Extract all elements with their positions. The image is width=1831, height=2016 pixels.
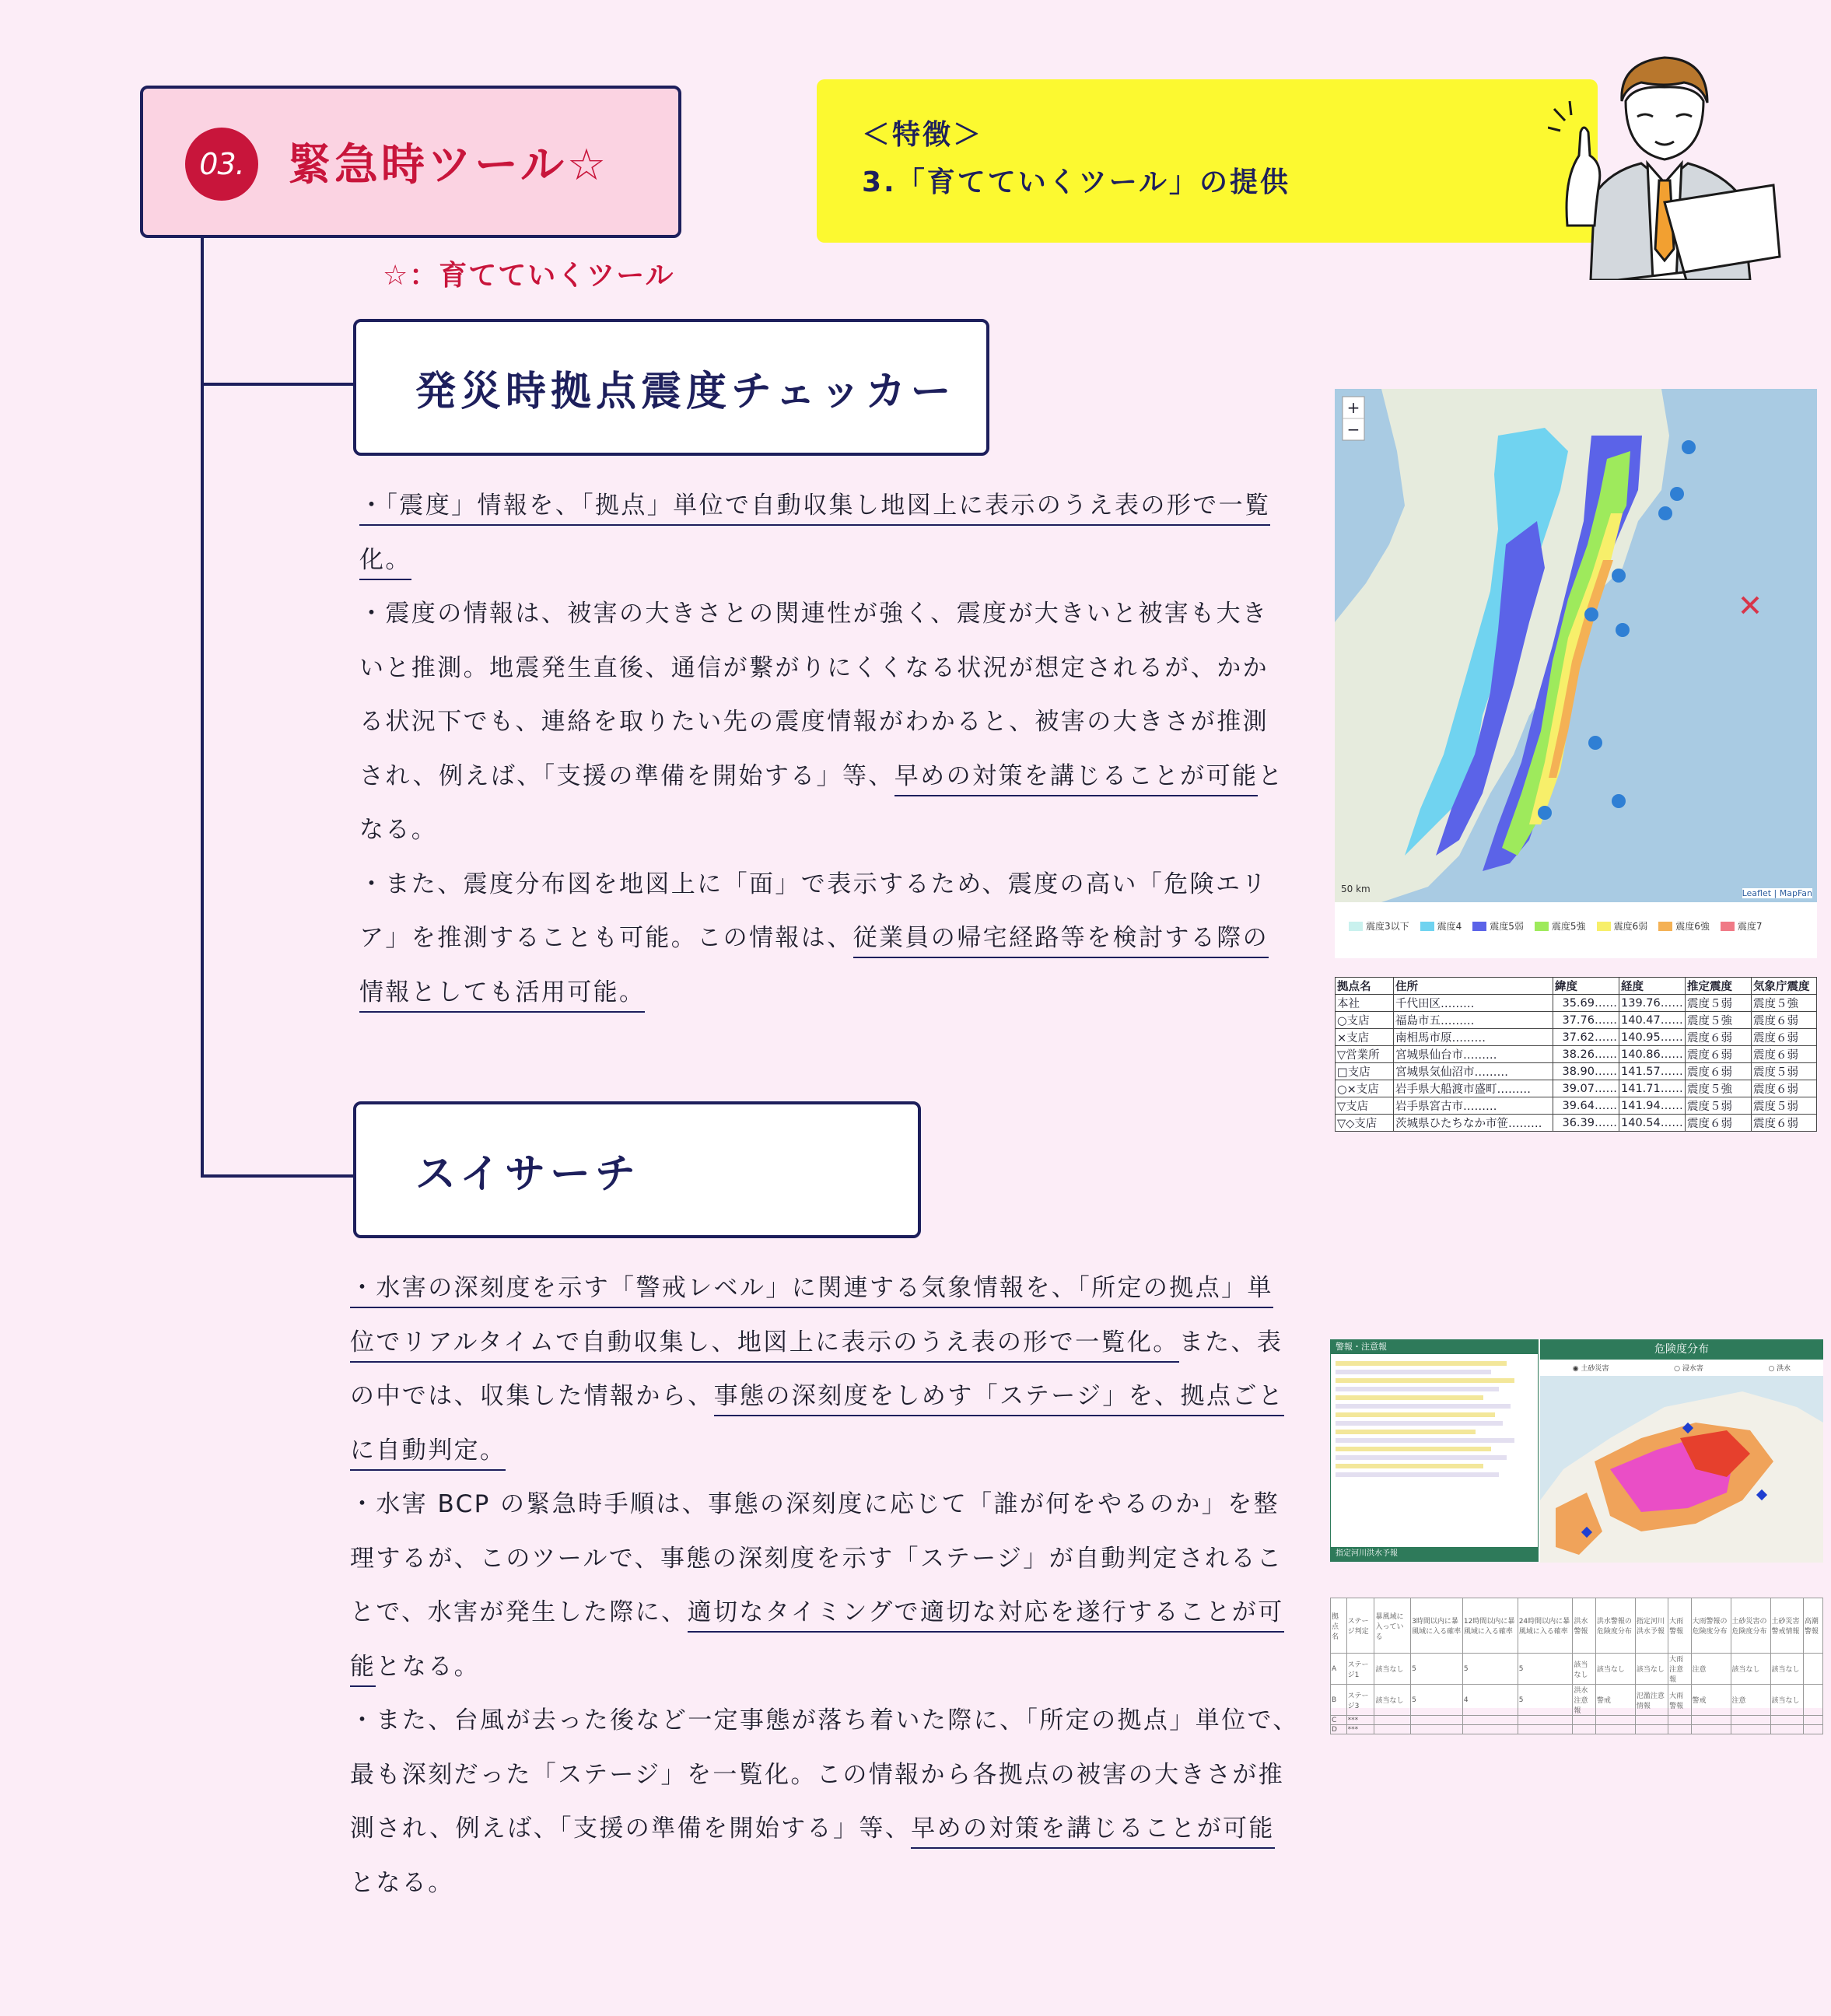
table-cell: 141.71…… — [1619, 1080, 1686, 1097]
feature-heading: ＜特徴＞ — [862, 119, 984, 151]
tree-line-branch-1 — [201, 383, 355, 386]
column-header: 12時間以内に暴風域に入る確率 — [1462, 1598, 1518, 1654]
table-cell: 該当なし — [1731, 1654, 1770, 1685]
table-cell: 岩手県大船渡市盛町……… — [1394, 1080, 1553, 1097]
businessman-with-laptop-illustration — [1548, 47, 1781, 280]
table-cell: *** — [1346, 1716, 1374, 1725]
column-header: 3時間以内に暴風域に入る確率 — [1411, 1598, 1463, 1654]
legend-item: 震度5強 — [1535, 919, 1586, 933]
column-header: 推定震度 — [1686, 978, 1752, 995]
star-note: ☆：育てていくツール — [383, 260, 675, 292]
table-cell: 震度６弱 — [1686, 1115, 1752, 1132]
page-title: 緊急時ツール☆ — [288, 140, 610, 191]
table-row — [1331, 1654, 1823, 1685]
table-cell: 5 — [1462, 1654, 1518, 1685]
table-cell: 141.57…… — [1619, 1063, 1686, 1080]
table-cell: ×支店 — [1336, 1029, 1394, 1046]
section-title-box-1: 発災時拠点震度チェッカー — [353, 319, 989, 456]
table-cell: ○×支店 — [1336, 1080, 1394, 1097]
table-cell: 南相馬市原……… — [1394, 1029, 1553, 1046]
flood-risk-map — [1540, 1376, 1823, 1563]
table-row — [1336, 1063, 1817, 1080]
table-cell: 震度５弱 — [1686, 995, 1752, 1012]
table-cell: 洪水注意報 — [1573, 1685, 1595, 1716]
table-cell: 該当なし — [1770, 1654, 1803, 1685]
column-header: 住所 — [1394, 978, 1553, 995]
table-header-row — [1336, 978, 1817, 995]
table-cell: 震度５弱 — [1686, 1097, 1752, 1115]
option-landslide-radio[interactable]: ◉ 土砂災害 — [1572, 1365, 1609, 1373]
column-header: 指定河川洪水予報 — [1635, 1598, 1668, 1654]
table-cell: 該当なし — [1374, 1654, 1411, 1685]
table-cell: 140.54…… — [1619, 1115, 1686, 1132]
table-cell: ステージ1 — [1346, 1654, 1374, 1685]
table-cell: 39.07…… — [1553, 1080, 1619, 1097]
table-cell: 千代田区……… — [1394, 995, 1553, 1012]
table-cell: 震度６弱 — [1686, 1063, 1752, 1080]
table-cell: 140.47…… — [1619, 1012, 1686, 1029]
table-header-row — [1331, 1598, 1823, 1654]
table-cell: 該当なし — [1770, 1685, 1803, 1716]
table-cell: 4 — [1462, 1685, 1518, 1716]
table-cell: C — [1331, 1716, 1347, 1725]
legend-item: 震度6強 — [1658, 919, 1710, 933]
table-cell: 福島市五……… — [1394, 1012, 1553, 1029]
table-cell: ステージ3 — [1346, 1685, 1374, 1716]
table-cell: 警戒 — [1691, 1685, 1731, 1716]
feature-text: 3.「育てていくツール」の提供 — [862, 166, 1291, 198]
table-cell: 35.69…… — [1553, 995, 1619, 1012]
table-cell: D — [1331, 1725, 1347, 1734]
table-cell: 震度５強 — [1686, 1012, 1752, 1029]
legend-item: 震度7 — [1721, 919, 1763, 933]
table-cell: 震度５強 — [1752, 995, 1817, 1012]
risk-panel-title: 危険度分布 — [1540, 1339, 1823, 1360]
column-header: 大雨警報 — [1668, 1598, 1691, 1654]
table-cell: A — [1331, 1654, 1347, 1685]
table-cell: 大雨警報 — [1668, 1685, 1691, 1716]
table-cell: 5 — [1518, 1654, 1573, 1685]
map-attribution-link[interactable]: Leaflet | MapFan — [1742, 888, 1812, 898]
risk-distribution-panel — [1540, 1339, 1823, 1562]
table-row — [1331, 1685, 1823, 1716]
table-cell: 宮城県気仙沼市……… — [1394, 1063, 1553, 1080]
table-row — [1331, 1716, 1823, 1725]
section1-paragraph-3: ・また、震度分布図を地図上に「面」で表示するため、震度の高い「危険エリア」を推測することも可能。この情報は、従業員の帰宅経路等を検討する際の情報としても活用可能。 — [359, 858, 1293, 1020]
section2-paragraph-1: ・水害の深刻度を示す「警戒レベル」に関連する気象情報を、「所定の拠点」単位でリアルタイムで自動収集し、地図上に表示のうえ表の形で一覧化。また、表の中では、収集した情報から、事態の深刻度をしめす「ステージ」を、拠点ごとに自動判定。 — [350, 1262, 1299, 1478]
column-header: 洪水警報の危険度分布 — [1595, 1598, 1635, 1654]
column-header: 経度 — [1619, 978, 1686, 995]
legend-item: 震度5弱 — [1472, 919, 1524, 933]
section2-paragraph-2: ・水害 BCP の緊急時手順は、事態の深刻度に応じて「誰が何をやるのか」を整理するが、このツールで、事態の深刻度を示す「ステージ」が自動判定されることで、水害が発生した際に、適切なタイミングで適切な対応を遂行することが可能となる。 — [350, 1478, 1299, 1694]
flood-stage-table — [1330, 1598, 1823, 1734]
table-cell: ○支店 — [1336, 1012, 1394, 1029]
table-row — [1336, 1097, 1817, 1115]
table-cell: □支店 — [1336, 1063, 1394, 1080]
table-cell: 震度６弱 — [1686, 1029, 1752, 1046]
column-header: 気象庁震度 — [1752, 978, 1817, 995]
table-cell: 岩手県宮古市……… — [1394, 1097, 1553, 1115]
table-cell: 38.90…… — [1553, 1063, 1619, 1080]
column-header: 拠点名 — [1331, 1598, 1347, 1654]
table-cell: 震度５弱 — [1752, 1097, 1817, 1115]
column-header: 洪水警報 — [1573, 1598, 1595, 1654]
table-cell: 39.64…… — [1553, 1097, 1619, 1115]
tree-line-branch-2 — [201, 1174, 355, 1178]
column-header: 拠点名 — [1336, 978, 1394, 995]
flood-risk-panel — [1330, 1339, 1823, 1562]
legend-item: 震度6弱 — [1597, 919, 1648, 933]
table-row — [1336, 1046, 1817, 1063]
section-title-box-2: スイサーチ — [353, 1101, 921, 1238]
table-cell: 139.76…… — [1619, 995, 1686, 1012]
table-row — [1336, 1115, 1817, 1132]
section1-body — [359, 479, 1293, 1020]
section1-paragraph-2: ・震度の情報は、被害の大きさとの関連性が強く、震度が大きいと被害も大きいと推測。地震発生直後、通信が繋がりにくくなる状況が想定されるが、かかる状況下でも、連絡を取りたい先の震度情報がわかると、被害の大きさが推測され、例えば、「支援の準備を開始する」等、早めの対策を講じることが可能となる。 — [359, 600, 1284, 844]
column-header: 暴風域に入っている — [1374, 1598, 1411, 1654]
warnings-list-panel — [1330, 1339, 1539, 1562]
table-cell: 宮城県仙台市……… — [1394, 1046, 1553, 1063]
section1-paragraph-1: ・「震度」情報を、「拠点」単位で自動収集し地図上に表示のうえ表の形で一覧化。 — [359, 479, 1293, 587]
table-cell: 茨城県ひたちなか市笹……… — [1394, 1115, 1553, 1132]
table-cell: 大雨注意報 — [1668, 1654, 1691, 1685]
table-row — [1336, 1080, 1817, 1097]
table-cell: ▽支店 — [1336, 1097, 1394, 1115]
table-cell: 141.94…… — [1619, 1097, 1686, 1115]
table-cell: 該当なし — [1374, 1685, 1411, 1716]
table-cell — [1803, 1654, 1822, 1685]
table-row — [1336, 1029, 1817, 1046]
zoom-out-button[interactable]: − — [1346, 420, 1360, 439]
section2-paragraph-3: ・また、台風が去った後など一定事態が落ち着いた際に、「所定の拠点」単位で、最も深刻だった「ステージ」を一覧化。この情報から各拠点の被害の大きさが推測され、例えば、「支援の準備を開始する」等、早めの対策を講じることが可能となる。 — [350, 1706, 1299, 1897]
table-row — [1336, 995, 1817, 1012]
table-cell: 震度６弱 — [1752, 1115, 1817, 1132]
table-cell: 36.39…… — [1553, 1115, 1619, 1132]
column-header: 緯度 — [1553, 978, 1619, 995]
table-cell: 震度６弱 — [1752, 1046, 1817, 1063]
column-header: 土砂災害警戒情報 — [1770, 1598, 1803, 1654]
legend-item: 震度3以下 — [1349, 919, 1409, 933]
table-cell: 警戒 — [1595, 1685, 1635, 1716]
map-scale: 50 km — [1341, 884, 1371, 894]
section2-body — [350, 1262, 1299, 1910]
table-cell: 5 — [1411, 1654, 1463, 1685]
table-cell: 震度５強 — [1686, 1080, 1752, 1097]
table-cell: 震度６弱 — [1752, 1012, 1817, 1029]
option-inundation-radio[interactable]: ○ 浸水害 — [1674, 1365, 1703, 1373]
table-cell: *** — [1346, 1725, 1374, 1734]
warnings-panel-title: 警報・注意報 — [1331, 1340, 1538, 1354]
table-cell: 震度６弱 — [1752, 1029, 1817, 1046]
column-header: 土砂災害の危険度分布 — [1731, 1598, 1770, 1654]
seismic-map-graphic — [1335, 389, 1817, 902]
table-cell: 震度５弱 — [1752, 1063, 1817, 1080]
table-cell: 38.26…… — [1553, 1046, 1619, 1063]
table-row — [1336, 1012, 1817, 1029]
column-header: 高潮警報 — [1803, 1598, 1822, 1654]
column-header: 24時間以内に暴風域に入る確率 — [1518, 1598, 1573, 1654]
table-cell: 5 — [1518, 1685, 1573, 1716]
seismic-legend — [1335, 902, 1817, 958]
table-cell: 140.95…… — [1619, 1029, 1686, 1046]
table-cell: ▽営業所 — [1336, 1046, 1394, 1063]
table-cell: 37.76…… — [1553, 1012, 1619, 1029]
column-header: ステージ判定 — [1346, 1598, 1374, 1654]
table-cell: B — [1331, 1685, 1347, 1716]
river-forecast-footer: 指定河川洪水予報 — [1331, 1547, 1538, 1561]
table-cell: 注意 — [1691, 1654, 1731, 1685]
table-cell: 140.86…… — [1619, 1046, 1686, 1063]
tree-line-vertical — [201, 238, 204, 1178]
column-header: 大雨警報の危険度分布 — [1691, 1598, 1731, 1654]
table-cell: 5 — [1411, 1685, 1463, 1716]
section-number-badge: 03. — [185, 128, 258, 201]
legend-item: 震度4 — [1420, 919, 1462, 933]
table-cell: 該当なし — [1635, 1654, 1668, 1685]
seismic-location-table — [1335, 977, 1817, 1132]
table-cell: 該当なし — [1595, 1654, 1635, 1685]
table-row — [1331, 1725, 1823, 1734]
table-cell: 震度６弱 — [1686, 1046, 1752, 1063]
table-cell: 本社 — [1336, 995, 1394, 1012]
table-cell: ▽◇支店 — [1336, 1115, 1394, 1132]
table-cell: 氾濫注意情報 — [1635, 1685, 1668, 1716]
table-cell: 37.62…… — [1553, 1029, 1619, 1046]
option-flood-radio[interactable]: ○ 洪水 — [1768, 1365, 1791, 1373]
table-cell: 該当なし — [1573, 1654, 1595, 1685]
zoom-in-button[interactable]: + — [1346, 398, 1360, 417]
table-cell: 震度６弱 — [1752, 1080, 1817, 1097]
table-cell: 注意 — [1731, 1685, 1770, 1716]
table-cell — [1803, 1685, 1822, 1716]
seismic-intensity-map[interactable] — [1335, 389, 1817, 902]
